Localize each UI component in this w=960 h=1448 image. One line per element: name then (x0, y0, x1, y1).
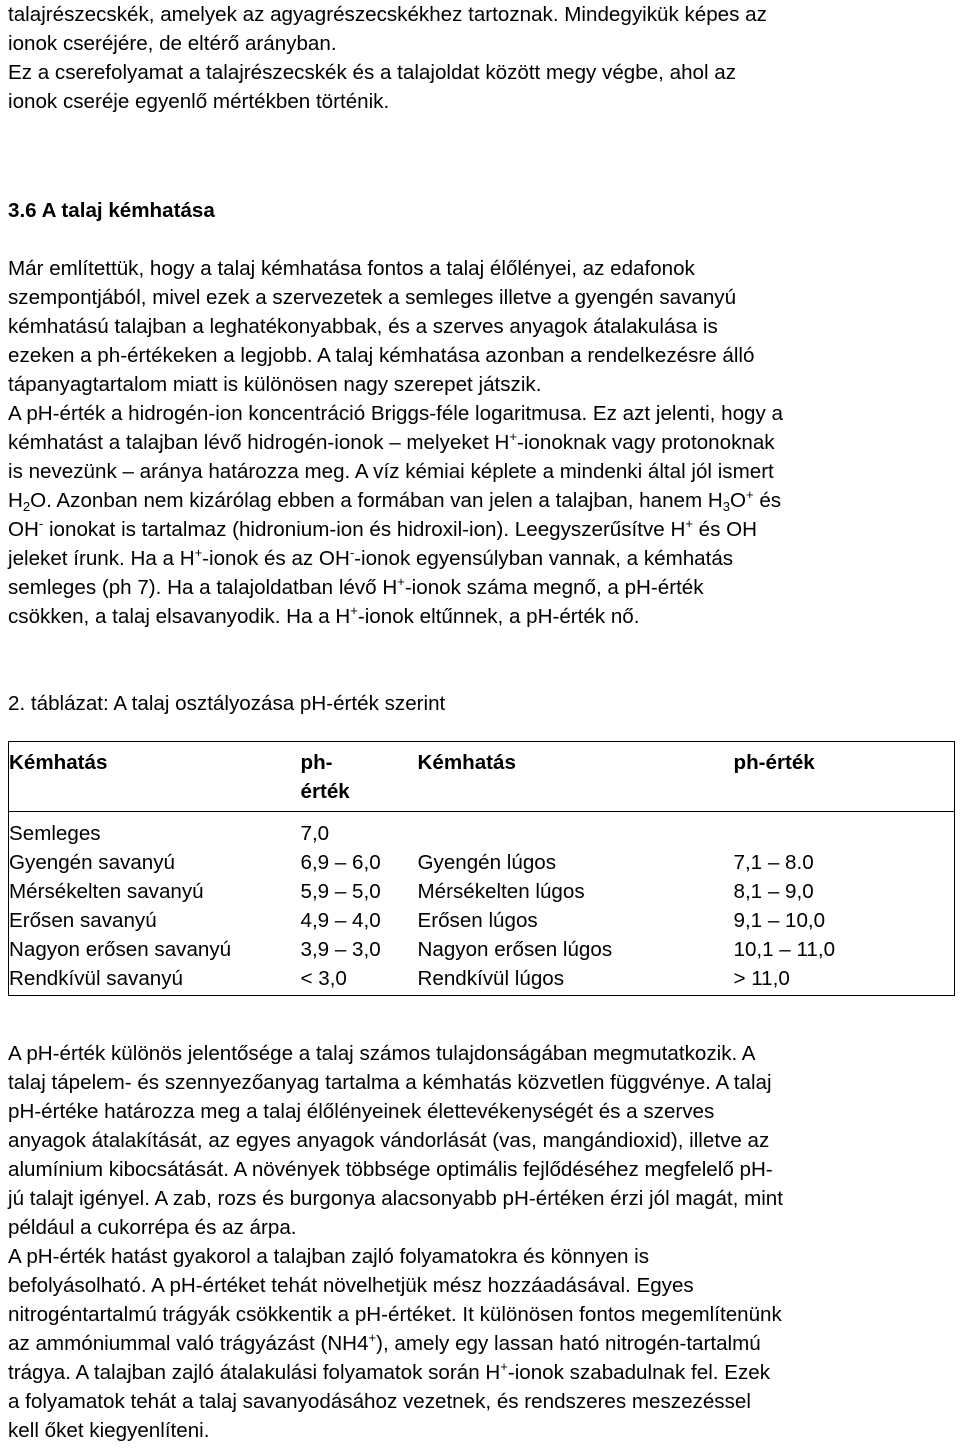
body-line-10 (8, 515, 757, 544)
intro-line-1: talajrészecskék, amelyek az agyagrészecskékhez tartoznak. Mindegyikük képes az (8, 3, 767, 26)
ph-classification-table (8, 741, 955, 996)
body-line-2: szempontjából, mivel ezek a szervezetek a semleges illetve a gyengén savanyú (8, 286, 737, 309)
text-run: kémhatást a talajban lévő hidrogén-ionok – melyeket H (8, 431, 510, 454)
superscript: + (509, 429, 517, 444)
body-line-13 (8, 602, 639, 631)
text-run: -ionok száma megnő, a pH-érték (404, 576, 704, 599)
header-ph-line-2: érték (300, 780, 350, 803)
subscript: 2 (22, 499, 31, 514)
closing-line-4: anyagok átalakítását, az egyes anyagok vándorlását (vas, mangándioxid), illetve az (8, 1129, 770, 1152)
table-cell (734, 812, 955, 849)
table-cell: Rendkívül lúgos (418, 964, 734, 996)
body-line-11 (8, 544, 733, 573)
intro-line-2: ionok cseréjére, de eltérő arányban. (8, 32, 337, 55)
body-line-4: ezeken a ph-értékeken a legjobb. A talaj kémhatása azonban a rendelkezésre álló (8, 344, 755, 367)
text-run: OH (8, 518, 39, 541)
text-run: -ionok szabadulnak fel. Ezek (507, 1361, 770, 1384)
table-cell: Erősen savanyú (9, 906, 301, 935)
table-cell: 3,9 – 3,0 (300, 938, 381, 961)
text-run: semleges (ph 7). Ha a talajoldatban lévő H (8, 576, 398, 599)
text-run: -ionok és az OH (202, 547, 350, 570)
superscript: + (397, 574, 405, 589)
superscript: + (685, 516, 693, 531)
closing-line-14: kell őket kiegyenlíteni. (8, 1419, 210, 1442)
closing-line-1: A pH-érték különös jelentősége a talaj számos tulajdonságában megmutatkozik. A (8, 1042, 756, 1065)
table-row (9, 812, 955, 849)
header-kemhatas-alkaline: Kémhatás (418, 742, 734, 812)
header-ph-acid (301, 742, 418, 812)
text-run: H (8, 489, 23, 512)
closing-line-2: talaj tápelem- és szennyezőanyag tartalma a kémhatás közvetlen függvénye. A talaj (8, 1071, 772, 1094)
text-run: jeleket írunk. Ha a H (8, 547, 195, 570)
table-cell: 8,1 – 9,0 (734, 877, 955, 906)
body-line-7 (8, 428, 775, 457)
table-row (9, 964, 955, 996)
closing-line-3: pH-értéke határozza meg a talaj élőlényeinek élettevékenységét és a szerves (8, 1100, 715, 1123)
text-run: csökken, a talaj elsavanyodik. Ha a H (8, 605, 351, 628)
text-run: O. Azonban nem kizárólag ebben a formában van jelen a talajban, hanem H (30, 489, 723, 512)
table-cell: Rendkívül savanyú (9, 964, 301, 996)
table-cell: Semleges (9, 812, 301, 849)
table-cell: 9,1 – 10,0 (734, 906, 955, 935)
table-cell: Mérsékelten lúgos (417, 880, 585, 903)
superscript: + (746, 487, 754, 502)
text-run: -ionok eltűnnek, a pH-érték nő. (357, 605, 640, 628)
header-ph-alkaline: ph-érték (734, 742, 955, 812)
header-ph-line-1: ph- (300, 751, 333, 774)
table-cell: 5,9 – 5,0 (300, 880, 381, 903)
text-run: és OH (692, 518, 758, 541)
text-run: O (729, 489, 747, 512)
closing-line-7: például a cukorrépa és az árpa. (8, 1216, 297, 1239)
table-header-row (9, 742, 955, 812)
text-run: -ionoknak vagy protonoknak (517, 431, 775, 454)
superscript: - (349, 545, 355, 560)
table-cell: 6,9 – 6,0 (300, 851, 381, 874)
closing-line-13: a folyamatok tehát a talaj savanyodásához vezetnek, és rendszeres meszezéssel (8, 1390, 751, 1413)
closing-line-12 (8, 1358, 770, 1387)
table-cell: < 3,0 (301, 964, 418, 996)
table-row (9, 848, 955, 877)
section-heading: 3.6 A talaj kémhatása (8, 199, 215, 222)
body-line-9 (8, 486, 781, 515)
closing-line-6: jú talajt igényel. A zab, rozs és burgonya alacsonyabb pH-értéken érzi jól magát, mint (8, 1187, 783, 1210)
table-cell: 7,0 (300, 822, 330, 845)
table-cell: 10,1 – 11,0 (734, 935, 955, 964)
closing-line-8: A pH-érték hatást gyakorol a talajban zajló folyamatokra és könnyen is (8, 1245, 650, 1268)
body-line-3: kémhatású talajban a leghatékonyabbak, és a szerves anyagok átalakulása is (8, 315, 718, 338)
superscript: + (194, 545, 203, 560)
table-row (9, 906, 955, 935)
superscript: + (500, 1359, 508, 1374)
superscript: + (350, 603, 358, 618)
superscript: + (368, 1330, 377, 1345)
text-run: -ionok egyensúlyban vannak, a kémhatás (354, 547, 734, 570)
body-line-8: is nevezünk – aránya határozza meg. A víz kémiai képlete a mindenki által jól ismert (8, 460, 774, 483)
body-line-1: Már említettük, hogy a talaj kémhatása fontos a talaj élőlényei, az edafonok (8, 257, 695, 280)
table-cell: Nagyon erősen savanyú (9, 935, 301, 964)
table-cell: Nagyon erősen lúgos (417, 938, 613, 961)
text-run: az ammóniummal való trágyázást (NH4 (8, 1332, 369, 1355)
table-row (9, 935, 955, 964)
table-cell: 4,9 – 4,0 (300, 909, 381, 932)
closing-line-5: alumínium kibocsátását. A növények többsége optimális fejlődéséhez megfelelő pH- (8, 1158, 773, 1181)
table-cell: Erősen lúgos (417, 909, 538, 932)
table-cell: > 11,0 (734, 964, 955, 996)
text-run: ), amely egy lassan ható nitrogén-tartalmú (376, 1332, 761, 1355)
table-cell: Gyengén savanyú (9, 848, 301, 877)
header-kemhatas-acid: Kémhatás (9, 742, 301, 812)
intro-line-4: ionok cseréje egyenlő mértékben történik. (8, 90, 390, 113)
body-line-12 (8, 573, 704, 602)
text-run: és (753, 489, 782, 512)
table-row (9, 877, 955, 906)
table-cell: Gyengén lúgos (417, 851, 557, 874)
body-line-6: A pH-érték a hidrogén-ion koncentráció Briggs-féle logaritmusa. Ez azt jelenti, hogy a (8, 402, 783, 425)
text-run: ionokat is tartalmaz (hidronium-ion és hidroxil-ion). Leegyszerűsítve H (43, 518, 686, 541)
text-run: trágya. A talajban zajló átalakulási folyamatok során H (8, 1361, 501, 1384)
closing-line-11 (8, 1329, 761, 1358)
table-cell: Mérsékelten savanyú (9, 877, 301, 906)
table-cell: 7,1 – 8.0 (734, 848, 955, 877)
table-caption: 2. táblázat: A talaj osztályozása pH-érték szerint (8, 692, 446, 715)
table-cell (418, 812, 734, 849)
body-line-5: tápanyagtartalom miatt is különösen nagy szerepet játszik. (8, 373, 542, 396)
superscript: - (38, 516, 44, 531)
closing-line-10: nitrogéntartalmú trágyák csökkentik a pH-értéket. It különösen fontos megemlítenünk (8, 1303, 782, 1326)
intro-line-3: Ez a cserefolyamat a talajrészecskék és a talajoldat között megy végbe, ahol az (8, 61, 737, 84)
subscript: 3 (722, 499, 730, 514)
closing-line-9: befolyásolható. A pH-értéket tehát növelhetjük mész hozzáadásával. Egyes (8, 1274, 694, 1297)
